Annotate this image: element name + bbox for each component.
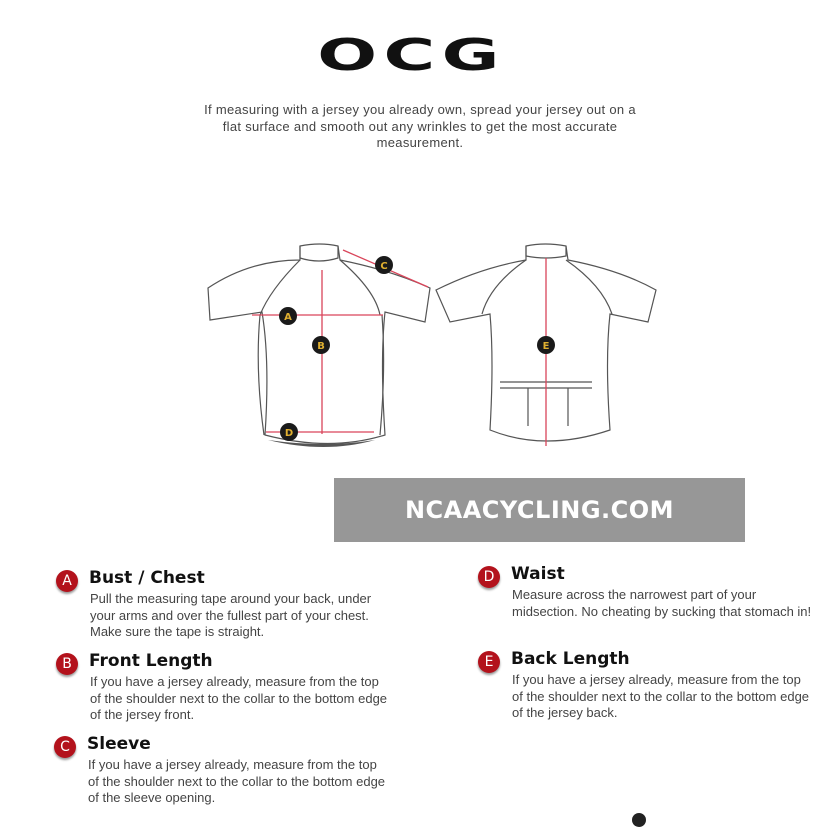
svg-text:E: E (542, 341, 550, 352)
badge-b: B (56, 653, 78, 675)
section-body: If you have a jersey already, measure from the top of the shoulder next to the collar to the bottom edge of the sleeve opening. (88, 757, 386, 805)
ocg-logo: OCG (317, 30, 506, 81)
label-d-marker (280, 423, 298, 441)
svg-text:A: A (284, 312, 292, 323)
watermark: NCAACYCLING.COM (334, 478, 745, 542)
label-c-marker (375, 256, 393, 274)
section-title: Back Length (511, 649, 630, 669)
badge-a: A (56, 570, 78, 592)
section-body: Measure across the narrowest part of your midsection. No cheating by sucking that stomach in! (512, 587, 812, 619)
label-b-marker (312, 336, 330, 354)
svg-text:D: D (284, 428, 294, 439)
badge-c: C (54, 736, 76, 758)
badge-e: E (478, 651, 500, 673)
footer-mark (632, 812, 652, 827)
jersey-diagram (200, 230, 670, 460)
section-title: Sleeve (87, 734, 151, 754)
globe-icon (632, 813, 646, 827)
svg-text:B: B (317, 341, 325, 352)
section-title: Front Length (89, 651, 213, 671)
section-body: Pull the measuring tape around your back, under your arms and over the fullest part of your chest. Make sure the tape is straight. (90, 591, 372, 639)
section-title: Bust / Chest (89, 568, 205, 588)
section-body: If you have a jersey already, measure from the top of the shoulder next to the collar to the bottom edge of the jersey front. (90, 674, 388, 722)
intro-text: If measuring with a jersey you already own, spread your jersey out on a flat surface and smooth out any wrinkles to get the most accurate measurement. (204, 102, 636, 150)
svg-text:C: C (380, 261, 388, 272)
section-body: If you have a jersey already, measure from the top of the shoulder next to the collar to the bottom edge of the jersey back. (512, 672, 810, 720)
label-e-marker (537, 336, 555, 354)
label-a-marker (279, 307, 297, 325)
measure-labels (279, 256, 555, 441)
section-title: Waist (511, 564, 565, 584)
badge-d: D (478, 566, 500, 588)
